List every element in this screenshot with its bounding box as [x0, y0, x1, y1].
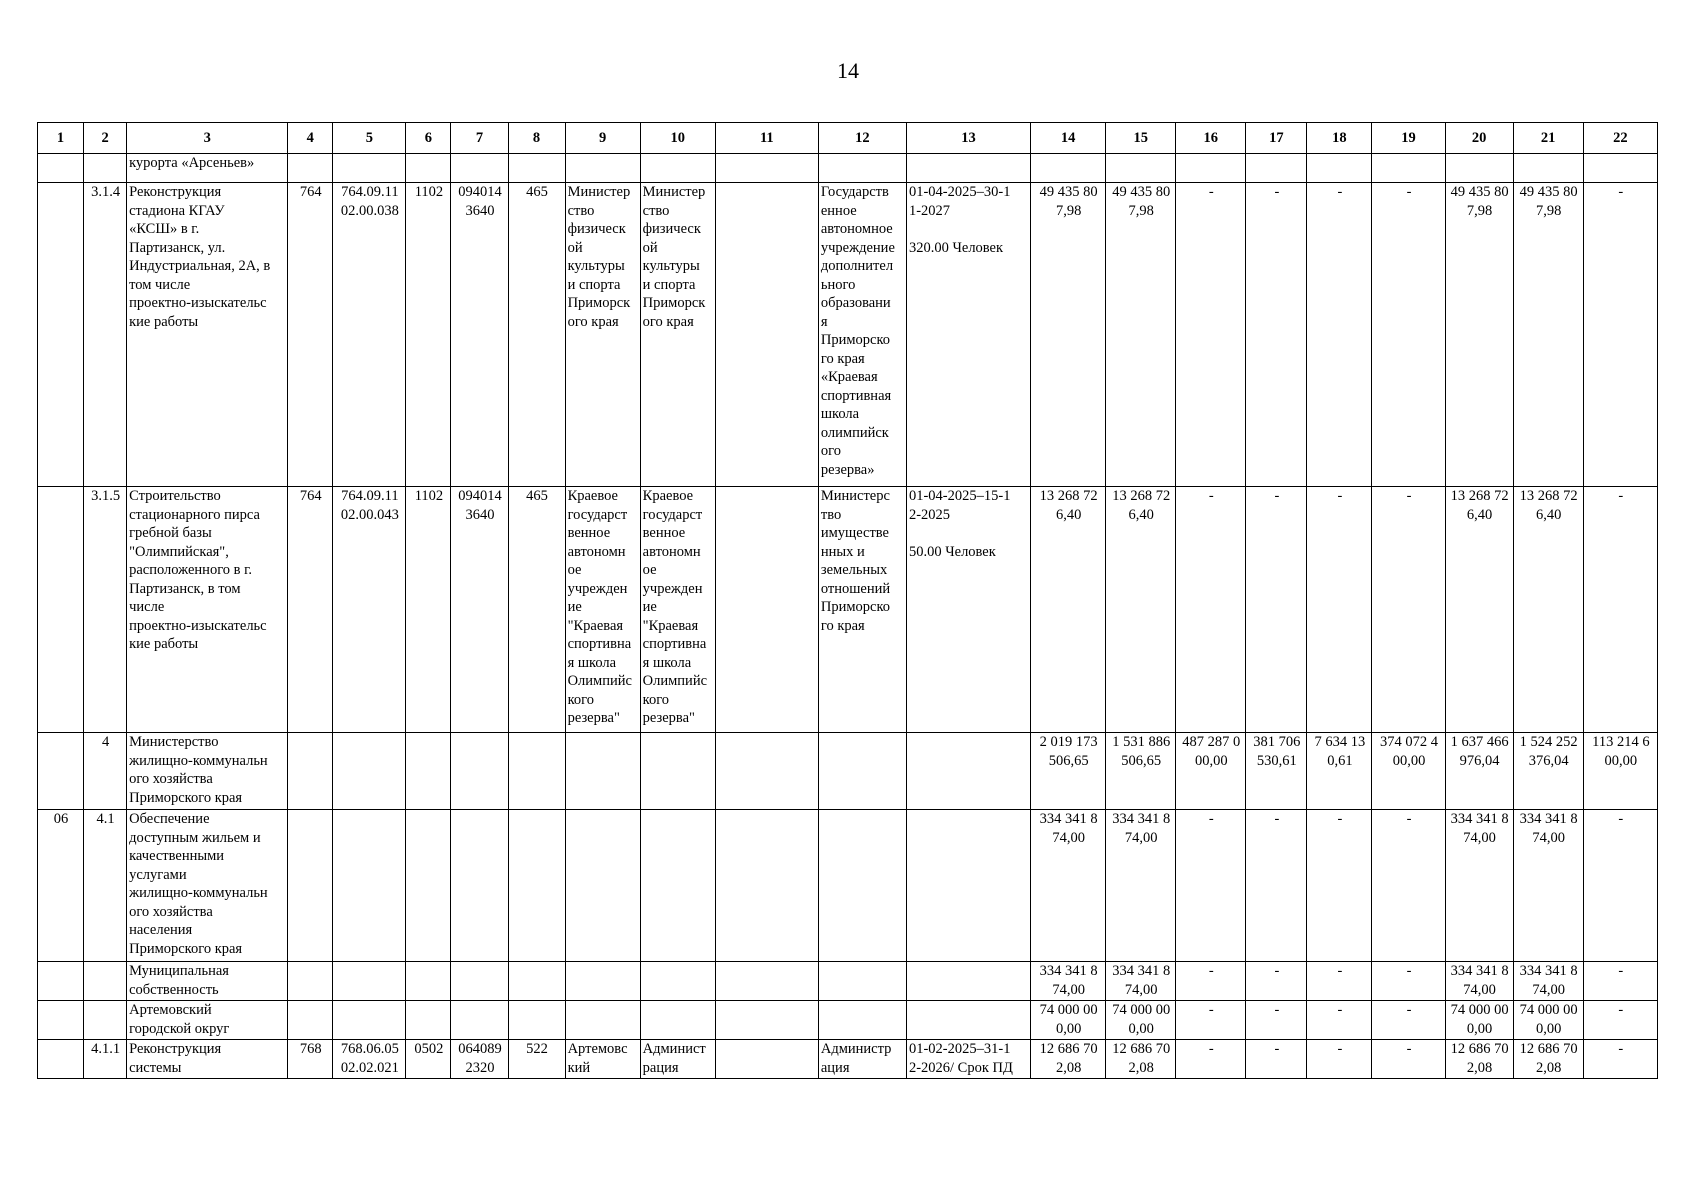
table-cell — [406, 810, 451, 962]
table-cell: Министер ство физическ ой культуры и спорта Приморск ого края — [640, 183, 715, 487]
table-cell: 3.1.5 — [84, 487, 127, 733]
table-cell — [288, 962, 333, 1001]
table-cell: 4 — [84, 733, 127, 810]
table-cell: 01-02-2025–31-1 2-2026/ Срок ПД — [906, 1040, 1030, 1079]
table-cell: 334 341 8 74,00 — [1513, 962, 1583, 1001]
table-cell: 49 435 80 7,98 — [1031, 183, 1106, 487]
table-cell: Краевое государст венное автономн ое учрежден ие "Краевая спортивна я школа Олимпийс кого резерва" — [640, 487, 715, 733]
table-cell: 334 341 8 74,00 — [1031, 810, 1106, 962]
table-cell: - — [1246, 183, 1307, 487]
table-cell — [1513, 154, 1583, 183]
header-cell: 5 — [333, 123, 406, 154]
table-cell: - — [1176, 810, 1246, 962]
table-cell: 13 268 72 6,40 — [1513, 487, 1583, 733]
table-cell: - — [1246, 1001, 1307, 1040]
table-cell — [1307, 154, 1372, 183]
table-cell: 12 686 70 2,08 — [1513, 1040, 1583, 1079]
table-cell — [508, 1001, 565, 1040]
header-cell: 13 — [906, 123, 1030, 154]
table-cell: 465 — [508, 183, 565, 487]
table-cell: Администр ация — [818, 1040, 906, 1079]
table-cell — [84, 962, 127, 1001]
table-cell — [38, 487, 84, 733]
table-cell — [508, 810, 565, 962]
table-cell: 74 000 00 0,00 — [1031, 1001, 1106, 1040]
table-cell: - — [1176, 487, 1246, 733]
table-cell: 13 268 72 6,40 — [1445, 487, 1513, 733]
table-cell: Муниципальная собственность — [127, 962, 288, 1001]
table-cell: 74 000 00 0,00 — [1445, 1001, 1513, 1040]
header-cell: 11 — [715, 123, 818, 154]
table-cell — [1372, 154, 1445, 183]
table-cell: 764.09.11 02.00.038 — [333, 183, 406, 487]
table-cell: 334 341 8 74,00 — [1106, 810, 1176, 962]
table-cell — [1176, 154, 1246, 183]
header-cell: 22 — [1583, 123, 1657, 154]
table-cell: 094014 3640 — [451, 183, 508, 487]
table-cell — [640, 154, 715, 183]
table-cell: 113 214 6 00,00 — [1583, 733, 1657, 810]
table-cell — [451, 962, 508, 1001]
table-cell: Админист рация — [640, 1040, 715, 1079]
table-cell: - — [1372, 487, 1445, 733]
table-cell: 764 — [288, 183, 333, 487]
table-cell: Артемовс кий — [565, 1040, 640, 1079]
table-cell — [84, 154, 127, 183]
table-cell: - — [1176, 1001, 1246, 1040]
table-cell — [406, 962, 451, 1001]
table-cell — [288, 1001, 333, 1040]
table-cell — [640, 733, 715, 810]
header-cell: 14 — [1031, 123, 1106, 154]
table-cell: Артемовский городской округ — [127, 1001, 288, 1040]
table-cell — [565, 154, 640, 183]
table-cell: 74 000 00 0,00 — [1513, 1001, 1583, 1040]
table-cell — [333, 154, 406, 183]
table-cell — [84, 1001, 127, 1040]
table-cell: 334 341 8 74,00 — [1445, 962, 1513, 1001]
table-cell: 13 268 72 6,40 — [1031, 487, 1106, 733]
table-cell: 74 000 00 0,00 — [1106, 1001, 1176, 1040]
table-cell: Министерство жилищно-коммунальн ого хозяйства Приморского края — [127, 733, 288, 810]
table-cell — [38, 733, 84, 810]
table-cell — [288, 154, 333, 183]
table-cell: - — [1372, 1001, 1445, 1040]
table-cell: - — [1176, 183, 1246, 487]
table-cell — [715, 1040, 818, 1079]
table-cell: 1 524 252 376,04 — [1513, 733, 1583, 810]
table-cell — [333, 1001, 406, 1040]
table-cell: 0502 — [406, 1040, 451, 1079]
table-cell — [715, 733, 818, 810]
table-cell — [565, 733, 640, 810]
table-cell: 1 637 466 976,04 — [1445, 733, 1513, 810]
table-cell: Государств енное автономное учреждение дополнител ьного образовани я Приморско го края «Краевая спортивная школа олимпийск ого резерва» — [818, 183, 906, 487]
table-cell: Реконструкция стадиона КГАУ «КСШ» в г. Партизанск, ул. Индустриальная, 2А, в том числе проектно-изыскательс кие работы — [127, 183, 288, 487]
table-cell — [1106, 154, 1176, 183]
table-cell: - — [1372, 1040, 1445, 1079]
table-cell: - — [1246, 1040, 1307, 1079]
table-cell: - — [1583, 183, 1657, 487]
table-cell — [640, 962, 715, 1001]
table-cell: - — [1176, 962, 1246, 1001]
table-cell: 487 287 0 00,00 — [1176, 733, 1246, 810]
table-cell: 01-04-2025–30-1 1-2027 320.00 Человек — [906, 183, 1030, 487]
table-cell — [906, 810, 1030, 962]
header-cell: 7 — [451, 123, 508, 154]
table-cell — [565, 962, 640, 1001]
header-cell: 16 — [1176, 123, 1246, 154]
budget-table — [37, 122, 1658, 1079]
table-cell: - — [1307, 810, 1372, 962]
table-cell: 06 — [38, 810, 84, 962]
table-cell: 49 435 80 7,98 — [1445, 183, 1513, 487]
table-cell — [818, 1001, 906, 1040]
table-cell — [818, 810, 906, 962]
header-cell: 4 — [288, 123, 333, 154]
table-cell: - — [1307, 1001, 1372, 1040]
table-cell — [906, 733, 1030, 810]
table-cell — [38, 183, 84, 487]
table-cell: 768 — [288, 1040, 333, 1079]
header-cell: 12 — [818, 123, 906, 154]
table-cell — [333, 962, 406, 1001]
table-cell: 12 686 70 2,08 — [1106, 1040, 1176, 1079]
table-cell — [1445, 154, 1513, 183]
table-cell — [288, 810, 333, 962]
table-cell: 465 — [508, 487, 565, 733]
table-cell: - — [1307, 962, 1372, 1001]
header-cell: 3 — [127, 123, 288, 154]
table-cell — [640, 1001, 715, 1040]
table-cell — [715, 962, 818, 1001]
header-cell: 19 — [1372, 123, 1445, 154]
table-cell — [1583, 154, 1657, 183]
table-cell: 064089 2320 — [451, 1040, 508, 1079]
header-cell: 18 — [1307, 123, 1372, 154]
table-cell: 334 341 8 74,00 — [1031, 962, 1106, 1001]
table-cell: - — [1583, 810, 1657, 962]
table-cell: Министер ство физическ ой культуры и спорта Приморск ого края — [565, 183, 640, 487]
header-cell: 15 — [1106, 123, 1176, 154]
table-cell — [451, 733, 508, 810]
table-cell: Обеспечение доступным жильем и качественными услугами жилищно-коммунальн ого хозяйства населения Приморского края — [127, 810, 288, 962]
table-cell: 13 268 72 6,40 — [1106, 487, 1176, 733]
header-cell: 2 — [84, 123, 127, 154]
table-cell — [906, 154, 1030, 183]
table-cell — [715, 810, 818, 962]
table-cell: 764.09.11 02.00.043 — [333, 487, 406, 733]
table-cell: - — [1372, 183, 1445, 487]
header-cell: 17 — [1246, 123, 1307, 154]
table-cell: 1102 — [406, 183, 451, 487]
table-row — [38, 733, 1658, 810]
header-cell: 10 — [640, 123, 715, 154]
table-cell — [38, 962, 84, 1001]
table-cell: 2 019 173 506,65 — [1031, 733, 1106, 810]
table-cell: 1 531 886 506,65 — [1106, 733, 1176, 810]
table-cell: - — [1583, 962, 1657, 1001]
table-cell: - — [1246, 487, 1307, 733]
table-row — [38, 1040, 1658, 1079]
header-cell: 1 — [38, 123, 84, 154]
table-cell — [818, 154, 906, 183]
table-cell — [508, 733, 565, 810]
header-cell: 8 — [508, 123, 565, 154]
table-cell: 334 341 8 74,00 — [1513, 810, 1583, 962]
table-row — [38, 1001, 1658, 1040]
table-cell: 7 634 13 0,61 — [1307, 733, 1372, 810]
table-cell: - — [1583, 487, 1657, 733]
table-cell — [406, 154, 451, 183]
table-row — [38, 183, 1658, 487]
table-cell: 381 706 530,61 — [1246, 733, 1307, 810]
table-cell — [406, 1001, 451, 1040]
table-cell: - — [1583, 1001, 1657, 1040]
table-cell: 12 686 70 2,08 — [1031, 1040, 1106, 1079]
table-cell: - — [1307, 183, 1372, 487]
table-cell — [715, 1001, 818, 1040]
table-cell: - — [1246, 810, 1307, 962]
table-cell: 768.06.05 02.02.021 — [333, 1040, 406, 1079]
table-cell — [1031, 154, 1106, 183]
table-cell — [451, 810, 508, 962]
table-cell — [38, 154, 84, 183]
table-cell: - — [1372, 810, 1445, 962]
table-cell: 12 686 70 2,08 — [1445, 1040, 1513, 1079]
table-cell — [508, 962, 565, 1001]
table-cell: - — [1307, 487, 1372, 733]
table-cell — [406, 733, 451, 810]
table-cell — [38, 1001, 84, 1040]
table-row — [38, 962, 1658, 1001]
table-cell: 3.1.4 — [84, 183, 127, 487]
header-cell: 21 — [1513, 123, 1583, 154]
table-cell: Строительство стационарного пирса гребной базы "Олимпийская", расположенного в г. Партизанск, в том числе проектно-изыскательс кие работы — [127, 487, 288, 733]
table-cell: 49 435 80 7,98 — [1513, 183, 1583, 487]
table-cell: 1102 — [406, 487, 451, 733]
table-row — [38, 487, 1658, 733]
header-cell: 20 — [1445, 123, 1513, 154]
table-cell: 374 072 4 00,00 — [1372, 733, 1445, 810]
table-cell — [640, 810, 715, 962]
table-cell — [508, 154, 565, 183]
table-cell: - — [1307, 1040, 1372, 1079]
table-cell — [715, 154, 818, 183]
table-cell: курорта «Арсеньев» — [127, 154, 288, 183]
table-cell — [715, 487, 818, 733]
table-cell: 764 — [288, 487, 333, 733]
table-cell — [715, 183, 818, 487]
page-number: 14 — [837, 58, 859, 83]
table-cell: - — [1246, 962, 1307, 1001]
table-cell — [38, 1040, 84, 1079]
table-cell — [1246, 154, 1307, 183]
table-cell: 4.1.1 — [84, 1040, 127, 1079]
table-cell: 4.1 — [84, 810, 127, 962]
header-cell: 9 — [565, 123, 640, 154]
table-cell: Реконструкция системы — [127, 1040, 288, 1079]
table-cell: Министерс тво имуществе нных и земельных отношений Приморско го края — [818, 487, 906, 733]
table-cell — [906, 1001, 1030, 1040]
table-cell: 334 341 8 74,00 — [1445, 810, 1513, 962]
table-row — [38, 154, 1658, 183]
table-cell: Краевое государст венное автономн ое учрежден ие "Краевая спортивна я школа Олимпийс кого резерва" — [565, 487, 640, 733]
table-cell: 01-04-2025–15-1 2-2025 50.00 Человек — [906, 487, 1030, 733]
table-cell — [818, 962, 906, 1001]
table-cell: - — [1372, 962, 1445, 1001]
table-cell — [451, 1001, 508, 1040]
table-cell — [333, 810, 406, 962]
table-cell — [565, 1001, 640, 1040]
table-cell: - — [1583, 1040, 1657, 1079]
table-cell — [565, 810, 640, 962]
table-cell — [288, 733, 333, 810]
table-cell: 094014 3640 — [451, 487, 508, 733]
table-cell — [906, 962, 1030, 1001]
table-cell: 334 341 8 74,00 — [1106, 962, 1176, 1001]
table-cell — [333, 733, 406, 810]
table-cell — [818, 733, 906, 810]
header-row — [38, 123, 1658, 154]
header-cell: 6 — [406, 123, 451, 154]
table-cell: 49 435 80 7,98 — [1106, 183, 1176, 487]
table-cell: - — [1176, 1040, 1246, 1079]
table-row — [38, 810, 1658, 962]
table-cell — [451, 154, 508, 183]
table-cell: 522 — [508, 1040, 565, 1079]
